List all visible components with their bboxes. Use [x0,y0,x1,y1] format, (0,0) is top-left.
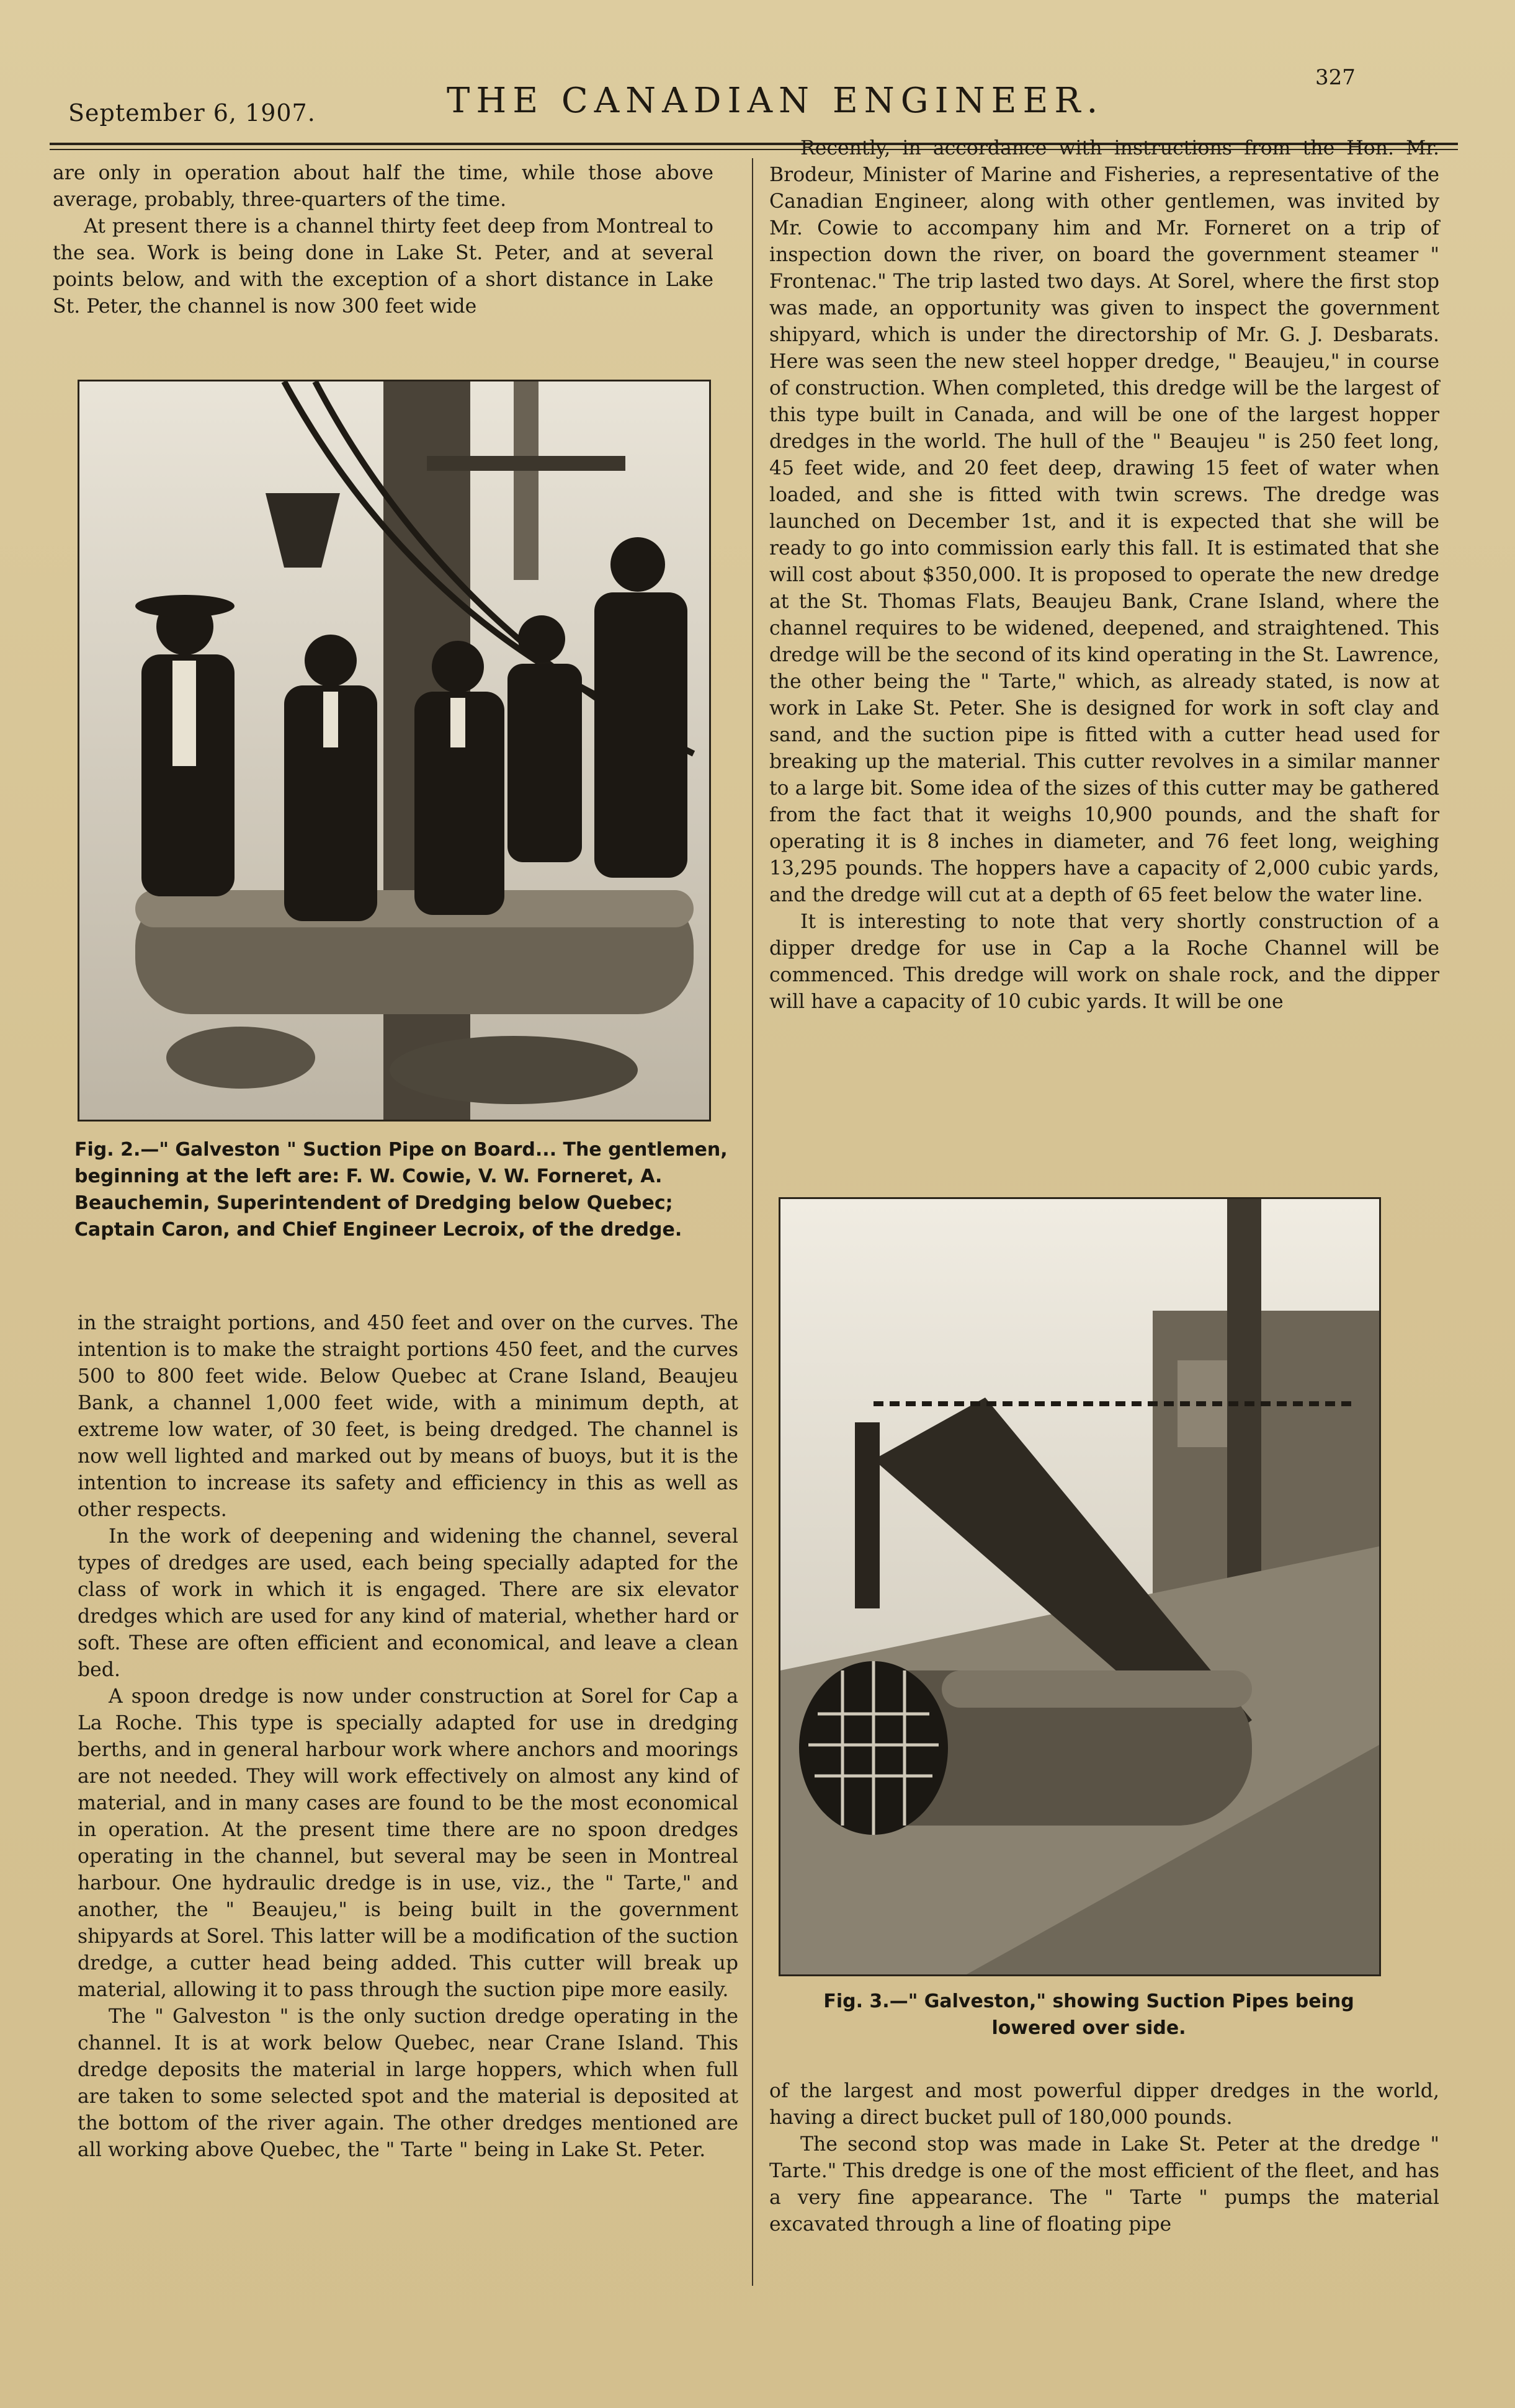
paragraph: in the straight portions, and 450 feet and over on the curves. The intention is to make the straight portions 450 feet, and the curves 500 to 800 feet wide. Below Quebec at Crane Island, Beaujeu Bank, a channel 1,000 feet wide, with a minimum depth, at extreme low water, of 30 feet, is being dredged. The channel is now well lighted and marked out by means of buoys, but it is the intention to increase its safety and efficiency in this as well as other respects. [78,1312,738,1521]
journal-title: THE CANADIAN ENGINEER. [447,81,1104,121]
paragraph: At present there is a channel thirty feet deep from Montreal to the sea. Work is being done in Lake St. Peter, and at several points below, and with the exception of a short distance in Lake St. Peter, the channel is now 300 feet wide [53,215,713,318]
figure-2-image [79,381,709,1120]
paragraph: The " Galveston " is the only suction dredge operating in the channel. It is at work below Quebec, near Crane Island. This dredge deposits the material in large hoppers, which when full are taken to some selected spot and the material is deposited at the bottom of the river again. The other dredges mentioned are all working above Quebec, the " Tarte " being in Lake St. Peter. [78,2005,738,2161]
figure-3-image [780,1199,1379,1974]
paragraph: A spoon dredge is now under construction at Sorel for Cap a La Roche. This type is specially adapted for use in dredging berths, and in general harbour work where anchors and moorings are not needed. They will work effectively on almost any kind of material, and in many cases are found to be the most economical in operation. At the present time there are no spoon dredges operating in the channel, but several may be seen in Montreal harbour. One hydraulic dredge is in use, viz., the " Tarte," and another, the " Beaujeu," is being built in the government shipyards at Sorel. This latter will be a modification of the suction dredge, a cutter head being added. This cutter will break up material, allowing it to pass through the suction pipe more easily. [78,1685,738,2001]
right-bottom-text [769,2078,1439,2238]
figure-3-caption: Fig. 3.—" Galveston," showing Suction Pipes being lowered over side. [823,1991,1354,2039]
figure-3-photo [779,1197,1381,1976]
issue-date: September 6, 1907. [68,99,316,127]
paragraph: In the work of deepening and widening the channel, several types of dredges are used, each being specially adapted for the class of work in which it is engaged. There are six elevator dredges which are used for any kind of material, whether hard or soft. These are often efficient and economical, and leave a clean bed. [78,1525,738,1681]
left-bottom-text [78,1310,738,2164]
paragraph: Recently, in accordance with instructions from the Hon. Mr. Brodeur, Minister of Marine and Fisheries, a representative of the Canadian Engineer, along with other gentlemen, was invited by Mr. Cowie to accompany him and Mr. Forneret on a trip of inspection down the river, on board the government steamer " Frontenac." The trip lasted two days. At Sorel, where the first stop was made, an opportunity was given to inspect the government shipyard, which is under the directorship of Mr. G. J. Desbarats. Here was seen the new steel hopper dredge, " Beaujeu," in course of construction. When completed, this dredge will be the largest of this type built in Canada, and will be one of the largest hopper dredges in the world. The hull of the " Beaujeu " is 250 feet long, 45 feet wide, and 20 feet deep, drawing 15 feet of water when loaded, and she is fitted with twin screws. The dredge was launched on December 1st, and it is expected that she will be ready to go into commission early this fall. It is estimated that she will cost about $350,000. It is proposed to operate the new dredge at the St. Thomas Flats, Beaujeu Bank, Crane Island, where the channel requires to be widened, deepened, and straightened. This dredge will be the second of its kind operating in the St. Lawrence, the other being the " Tarte," which, as already stated, is now at work in Lake St. Peter. She is designed for work in soft clay and sand, and the suction pipe is fitted with a cutter head used for breaking up the material. This cutter revolves in a similar manner to a large bit. Some idea of the sizes of this cutter may be gathered from the fact that it weighs 10,900 pounds, and the shaft for operating it is 8 inches in diameter, and 76 feet long, weighing 13,295 pounds. The hoppers have a capacity of 2,000 cubic yards, and the dredge will cut at a depth of 65 feet below the water line. [769,137,1439,906]
left-top-text [53,160,713,320]
paragraph: are only in operation about half the time, while those above average, probably, three-quarters of the time. [53,162,713,211]
figure-2-caption: Fig. 2.—" Galveston " Suction Pipe on Board... The gentlemen, beginning at the left are: F. W. Cowie, V. W. Forneret, A. Beauchemin, Superintendent of Dredging below Quebec; Captain Caron, and Chief Engineer Lecroix, of the dredge. [74,1139,728,1241]
paragraph: of the largest and most powerful dipper dredges in the world, having a direct bucket pull of 180,000 pounds. [769,2080,1439,2129]
column-divider [752,158,753,2286]
right-top-text [769,135,1439,1015]
page-header [0,0,1515,155]
figure-2-photo [78,380,711,1122]
page-number: 327 [1315,65,1356,90]
paragraph: It is interesting to note that very shortly construction of a dipper dredge for use in Cap a la Roche Channel will be commenced. This dredge will work on shale rock, and the dipper will have a capacity of 10 cubic yards. It will be one [769,911,1439,1013]
paragraph: The second stop was made in Lake St. Peter at the dredge " Tarte." This dredge is one of the most efficient of the fleet, and has a very fine appearance. The " Tarte " pumps the material excavated through a line of floating pipe [769,2133,1439,2236]
